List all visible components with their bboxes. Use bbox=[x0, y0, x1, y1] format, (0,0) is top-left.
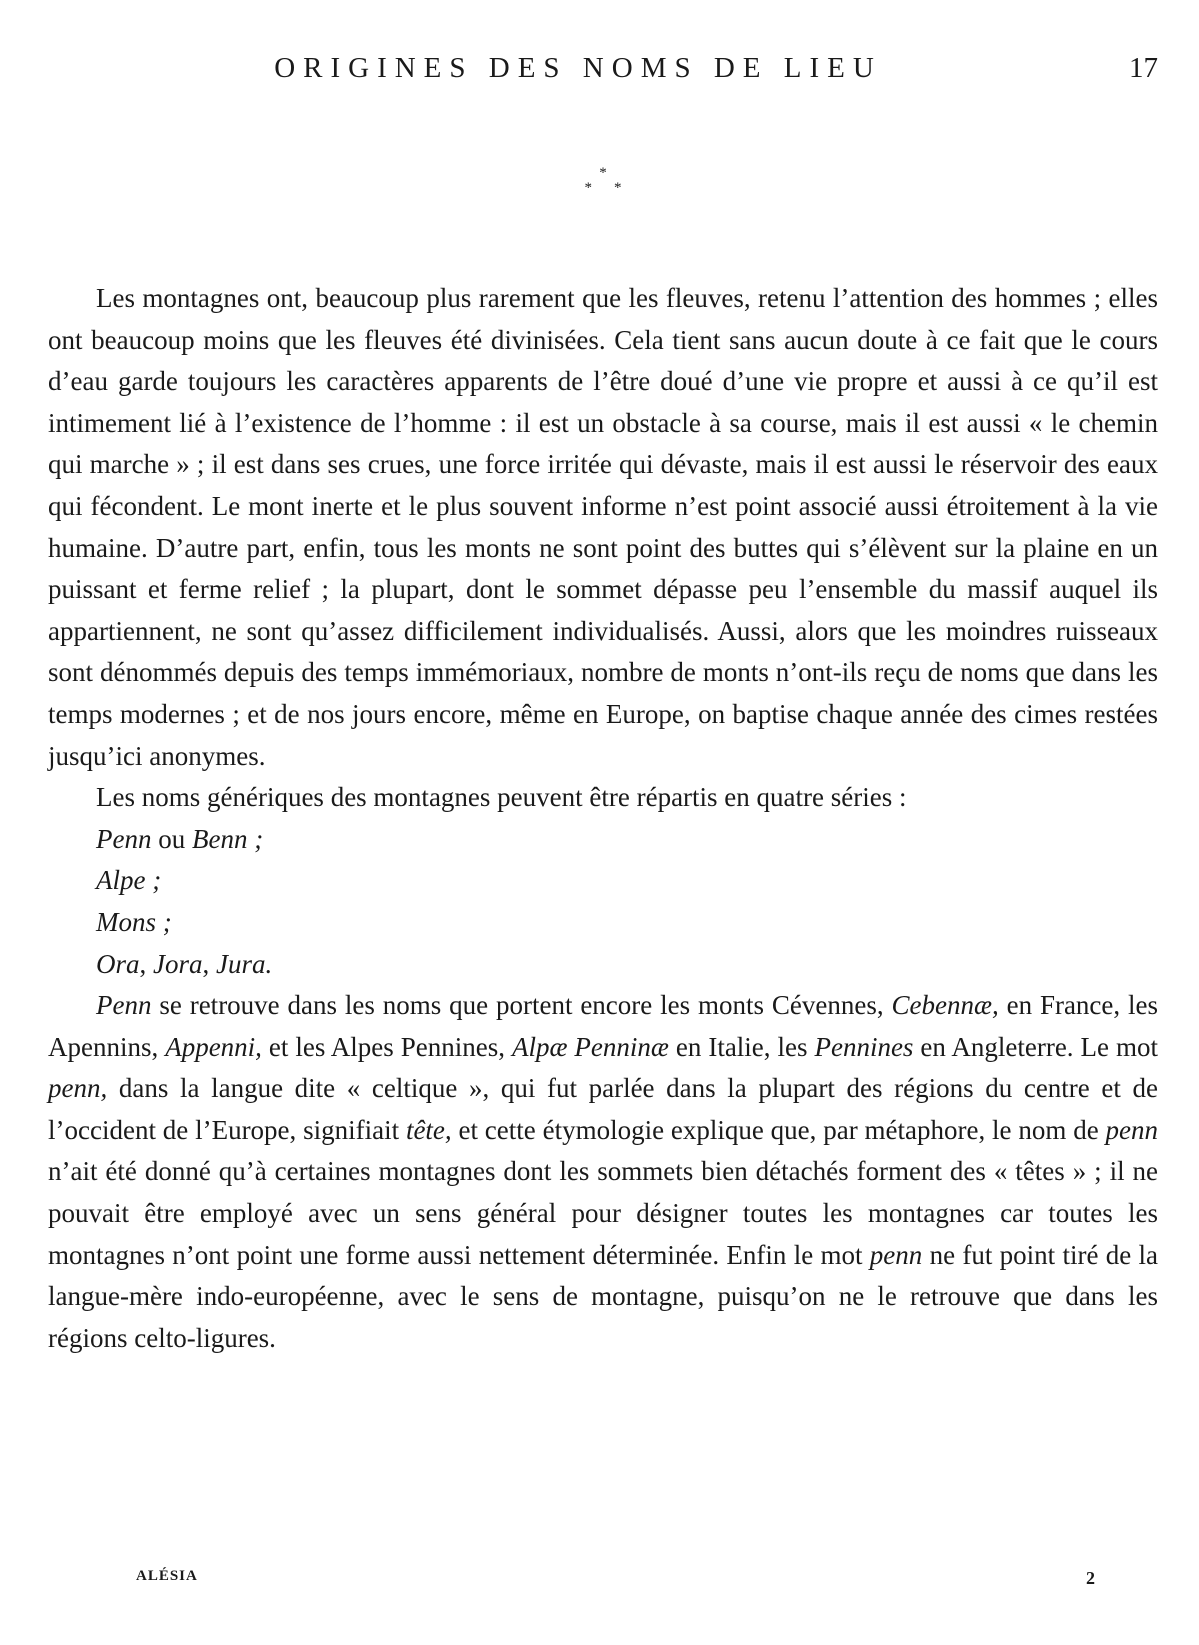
page-number: 17 bbox=[1129, 52, 1158, 84]
book-page bbox=[48, 0, 1158, 1645]
asterism-right-star: * bbox=[614, 180, 622, 196]
asterism-top-star: * bbox=[599, 165, 607, 181]
running-title: ORIGINES DES NOMS DE LIEU bbox=[274, 52, 882, 84]
paragraph-penn: Penn se retrouve dans les noms que portent encore les monts Cévennes, Cebennæ, en France, les Apennins, Appenni, et les Alpes Pennines, Alpæ Penninæ en Italie, les Pennines en Angleterre. Le mot penn, dans la langue dite « celtique », qui fut parlée dans la plupart des régions du centre et de l’occident de l’Europe, signifiait tête, et cette étymologie explique que, par métaphore, le nom de penn n’ait été donné qu’à certaines montagnes dont les sommets bien détachés forment des « têtes » ; il ne pouvait être employé avec un sens général pour désigner toutes les montagnes car toutes les montagnes n’ont point une forme aussi nettement déterminée. Enfin le mot penn ne fut point tiré de la langue-mère indo-européenne, avec le sens de montagne, puisqu’on ne le retrouve que dans les régions celto-ligures. bbox=[48, 990, 1159, 1353]
asterism-left-star: * bbox=[584, 180, 592, 196]
paragraph-mountains: Les montagnes ont, beaucoup plus rarement que les fleuves, retenu l’attention des hommes ; elles ont beaucoup moins que les fleuves été divinisées. Cela tient sans aucun doute à ce fait que le cours d’eau garde toujours les caractères apparents de l’être doué d’une vie propre et aussi à ce qu’il est intimement lié à l’existence de l’homme : il est un obstacle à sa course, mais il est aussi « le chemin qui marche » ; il est dans ses crues, une force irritée qui dévaste, mais il est aussi le réservoir des eaux qui fécondent. Le mont inerte et le plus souvent informe n’est point associé aussi étroitement à la vie humaine. D’autre part, enfin, tous les monts ne sont point des buttes qui s’élèvent sur la plaine en un puissant et ferme relief ; la plupart, dont le sommet dépasse peu l’ensemble du massif auquel ils appartiennent, ne sont qu’assez difficilement individualisés. Aussi, alors que les moindres ruisseaux sont dénommés depuis des temps immémoriaux, nombre de monts n’ont-ils reçu de noms que dans les temps modernes ; et de nos jours encore, même en Europe, on baptise chaque année des cimes restées jusqu’ici anonymes. bbox=[48, 283, 1158, 771]
page-header bbox=[48, 48, 1158, 88]
series-item: Alpe ; bbox=[96, 865, 162, 896]
series-item: Mons ; bbox=[96, 906, 172, 937]
series-item: Penn ou Benn ; bbox=[96, 823, 264, 854]
asterism-ornament bbox=[48, 166, 1158, 196]
body-text bbox=[48, 278, 1158, 1359]
series-item: Ora, Jora, Jura. bbox=[96, 948, 273, 979]
page-footer bbox=[48, 1568, 1158, 1598]
signature-mark: ALÉSIA bbox=[136, 1568, 198, 1584]
asterism-bottom-row bbox=[48, 181, 1158, 196]
sheet-number: 2 bbox=[1086, 1568, 1096, 1588]
paragraph-generic-names: Les noms génériques des montagnes peuvent être répartis en quatre séries : bbox=[96, 782, 907, 813]
